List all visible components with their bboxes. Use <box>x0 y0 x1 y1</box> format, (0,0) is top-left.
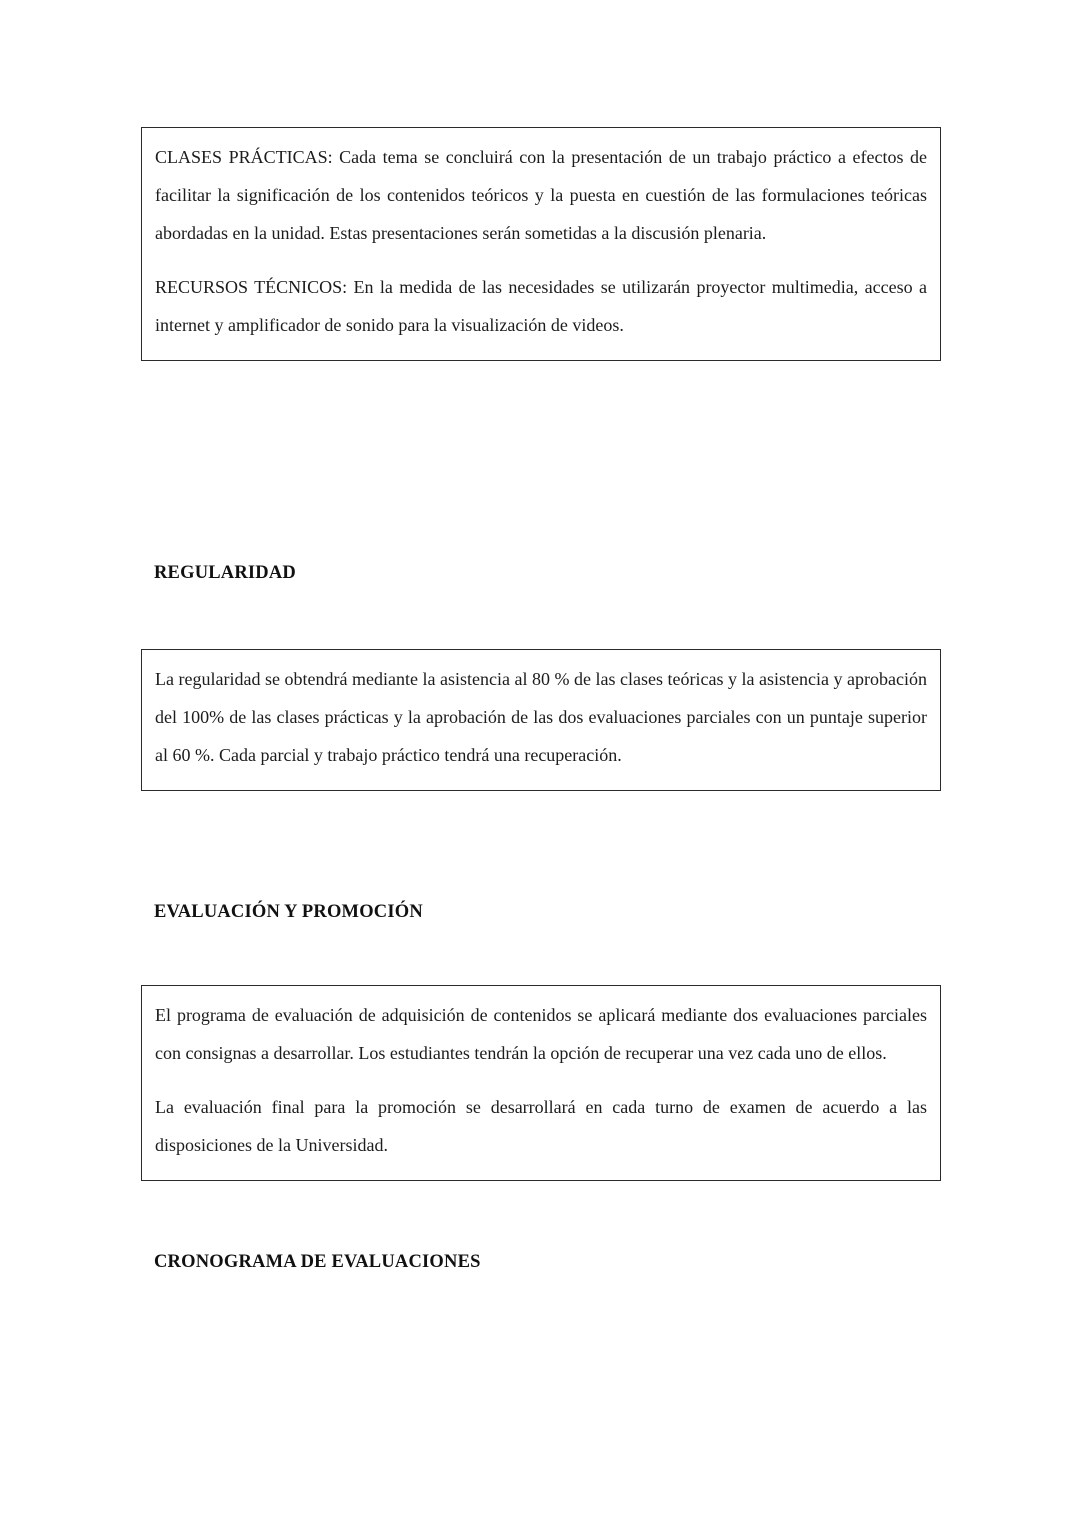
heading-evaluacion-y-promocion: EVALUACIÓN Y PROMOCIÓN <box>154 902 423 922</box>
heading-cronograma-de-evaluaciones: CRONOGRAMA DE EVALUACIONES <box>154 1252 481 1272</box>
methods-text-box <box>141 127 941 361</box>
heading-regularidad: REGULARIDAD <box>154 563 296 583</box>
paragraph-evaluacion-final: La evaluación final para la promoción se desarrollará en cada turno de examen de acuerdo a las disposiciones de la Universidad. <box>155 1097 927 1155</box>
evaluacion-text-box <box>141 985 941 1181</box>
paragraph-evaluacion-parciales: El programa de evaluación de adquisición de contenidos se aplicará mediante dos evaluaciones parciales con consignas a desarrollar. Los estudiantes tendrán la opción de recuperar una vez cada uno de ellos. <box>155 1005 927 1063</box>
regularidad-text-box <box>141 649 941 791</box>
paragraph-regularidad: La regularidad se obtendrá mediante la asistencia al 80 % de las clases teóricas y la asistencia y aprobación del 100% de las clases prácticas y la aprobación de las dos evaluaciones parciales con un puntaje superior al 60 %. Cada parcial y trabajo práctico tendrá una recuperación. <box>155 669 927 765</box>
paragraph-clases-practicas: CLASES PRÁCTICAS: Cada tema se concluirá con la presentación de un trabajo práctico a efectos de facilitar la significación de los contenidos teóricos y la puesta en cuestión de las formulaciones teóricas abordadas en la unidad. Estas presentaciones serán sometidas a la discusión plenaria. <box>155 147 927 243</box>
paragraph-recursos-tecnicos: RECURSOS TÉCNICOS: En la medida de las necesidades se utilizarán proyector multimedia, acceso a internet y amplificador de sonido para la visualización de videos. <box>155 277 927 335</box>
